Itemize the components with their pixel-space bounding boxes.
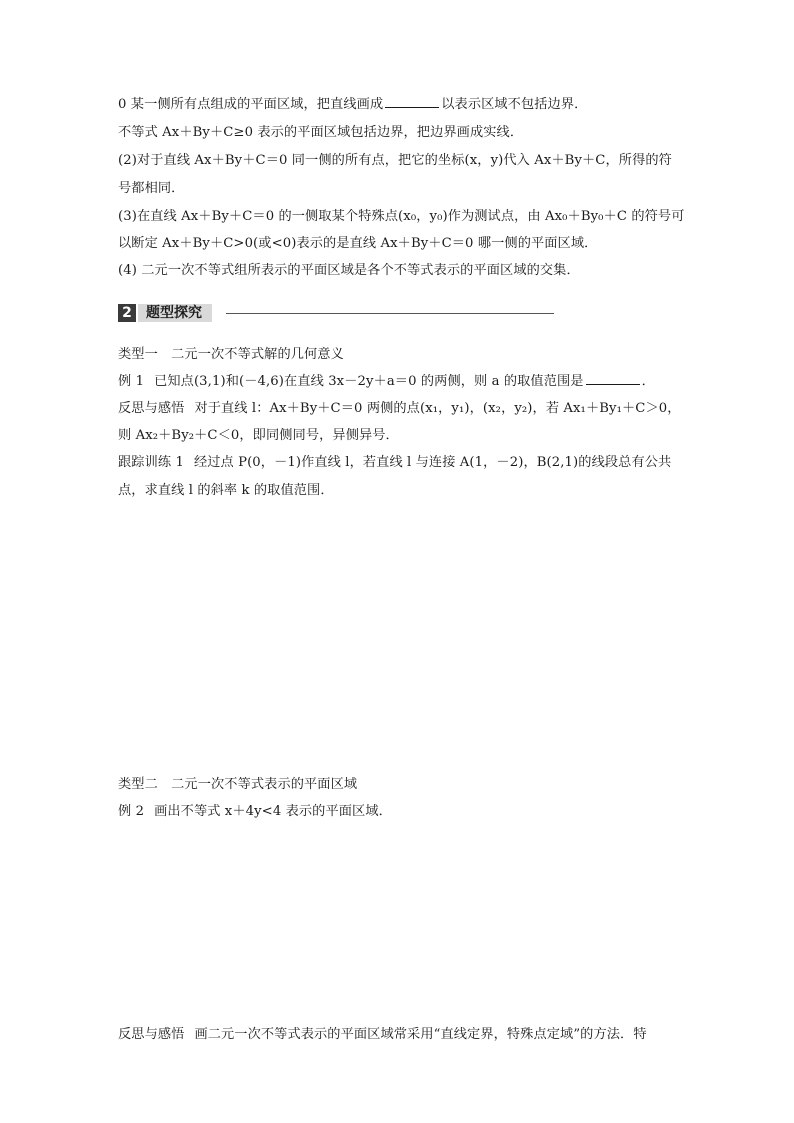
section-rule: [226, 313, 554, 314]
section-number: 2: [118, 304, 136, 322]
example-text: 画出不等式 x＋4y<4 表示的平面区域．: [154, 804, 392, 819]
reflect-2-line-1: [118, 1026, 678, 1044]
text-line-6: 以断定 Ax＋By＋C>0(或<0)表示的是直线 Ax＋By＋C＝0 哪一侧的平面区域．: [118, 236, 598, 251]
reflect-text: 画二元一次不等式表示的平面区域常采用“直线定界，特殊点定域”的方法．特: [194, 1027, 647, 1042]
training-1-line-2: 点，求直线 l 的斜率 k 的取值范围．: [118, 483, 334, 498]
text-fragment: 0 某一侧所有点组成的平面区域，把直线画成: [118, 97, 384, 112]
training-label: 跟踪训练 1: [118, 455, 184, 470]
answer-blank: [385, 106, 439, 108]
training-1-line-1: [118, 454, 678, 472]
example-1: [118, 373, 678, 391]
example-label: 例 1: [118, 374, 145, 389]
example-label: 例 2: [118, 804, 145, 819]
text-line-7: (4) 二元一次不等式组所表示的平面区域是各个不等式表示的平面区域的交集．: [118, 263, 580, 278]
type2-heading: 类型二 二元一次不等式表示的平面区域: [118, 777, 358, 792]
reflect-text: 对于直线 l：Ax＋By＋C＝0 两侧的点(x₁，y₁)，(x₂，y₂)，若 Ax₁＋By₁＋C＞0，: [194, 401, 681, 416]
text-line-4: 号都相同．: [118, 181, 185, 196]
section-heading: [118, 302, 438, 324]
text-fragment: 以表示区域不包括边界．: [441, 97, 588, 112]
reflect-label: 反思与感悟: [118, 401, 185, 416]
example-text: 已知点(3,1)和(－4,6)在直线 3x－2y＋a＝0 的两侧，则 a 的取值范围是: [154, 374, 584, 389]
answer-blank: [586, 383, 640, 385]
text-line-5: (3)在直线 Ax＋By＋C＝0 的一侧取某个特殊点(x₀，y₀)作为测试点，由 Ax₀＋By₀＋C 的符号可: [118, 209, 685, 224]
section-title: 题型探究: [138, 304, 212, 322]
reflect-1-line-2: 则 Ax₂＋By₂＋C＜0，即同侧同号，异侧异号．: [118, 428, 399, 443]
text-line-1: [118, 96, 678, 114]
reflect-1-line-1: [118, 400, 681, 418]
training-text: 经过点 P(0，－1)作直线 l，若直线 l 与连接 A(1，－2)，B(2,1)的线段总有公共: [193, 455, 672, 470]
example-2: [118, 803, 678, 821]
example-text: ．: [641, 374, 655, 389]
text-line-2: 不等式 Ax＋By＋C≥0 表示的平面区域包括边界，把边界画成实线．: [118, 125, 524, 140]
type1-heading: 类型一 二元一次不等式解的几何意义: [118, 347, 344, 362]
text-line-3: (2)对于直线 Ax＋By＋C＝0 同一侧的所有点，把它的坐标(x，y)代入 Ax＋By＋C，所得的符: [118, 153, 672, 168]
reflect-label: 反思与感悟: [118, 1027, 185, 1042]
